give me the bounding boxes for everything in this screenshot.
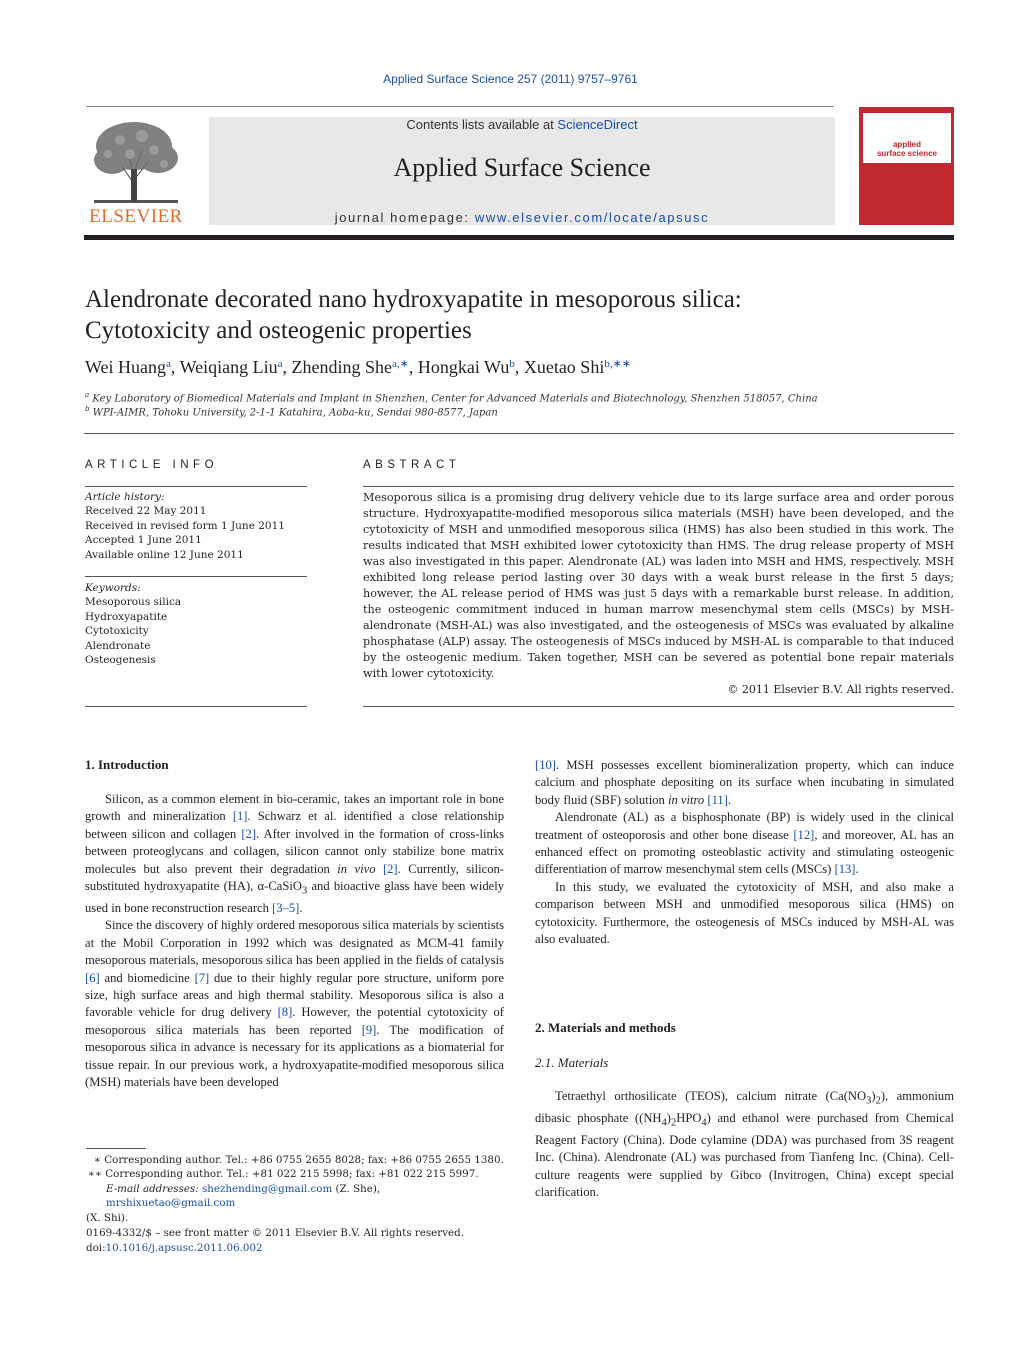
info-rule [85, 486, 307, 487]
citation-ref[interactable]: [9] [361, 1022, 377, 1037]
affiliation-text: Key Laboratory of Biomedical Materials and Implant in Shenzhen, Center for Advanced Materials and Biotechnology, Shenzhen 518057, China [92, 393, 818, 405]
introduction-heading: 1. Introduction [85, 757, 169, 772]
history-received: Received 22 May 2011 [85, 505, 207, 518]
header-thick-rule [84, 235, 954, 240]
front-matter [86, 1226, 506, 1256]
materials-paragraph [535, 1088, 954, 1201]
article-history [85, 490, 307, 562]
contents-prefix: Contents lists available at [406, 117, 558, 132]
author-affil-mark[interactable]: b,∗∗ [604, 358, 632, 370]
email-link[interactable]: shezhending@gmail.com [201, 1182, 333, 1195]
text: . However, the potential cytotoxicity of mesoporous silica materials has been reported [85, 1005, 505, 1037]
text: HPO [676, 1110, 702, 1125]
keyword: Alendronate [85, 639, 151, 652]
author-affil-mark[interactable]: a [277, 358, 283, 370]
footnote-corresponding-1: ∗ Corresponding author. Tel.: +86 0755 2655 8028; fax: +86 0755 2655 1380. [94, 1154, 504, 1166]
author-list: Wei Huang$^a$, Weiqiang Liu$^a$, Zhending She$^{a,∗}$, Hongkai Wu$^b$, Xuetao Shi$^{b,∗∗}$ [85, 357, 632, 377]
author-name[interactable]: Zhending She [291, 357, 393, 377]
citation-ref[interactable]: [3–5] [272, 900, 300, 915]
abstract-heading: ABSTRACT [363, 459, 461, 471]
text: and bioactive glass have been widely used in bone reconstruction research [85, 879, 504, 915]
keywords-heading: Keywords: [85, 582, 141, 594]
keywords-rule [85, 576, 307, 577]
article-title-line2: Cytotoxicity and osteogenic properties [85, 317, 472, 344]
affiliation-mark: a [85, 391, 90, 399]
section-rule [84, 433, 954, 434]
email-owner: (Z. She), [332, 1182, 381, 1195]
text: and biomedicine [99, 970, 195, 985]
author-name[interactable]: Hongkai Wu [417, 357, 510, 377]
subscript: 2 [875, 1095, 881, 1107]
abstract-copyright: © 2011 Elsevier B.V. All rights reserved. [727, 683, 954, 696]
affiliation-mark: b [85, 405, 90, 413]
footnote-rule [86, 1148, 146, 1149]
footnotes [86, 1153, 506, 1225]
journal-title: Applied Surface Science [393, 153, 651, 182]
text: . The modification of mesoporous silica in advance is necessary for its applications as a biomaterial for tissue repair. In our previous work, a hydroxyapatite-modified mesoporous silica (MSH) materials have been developed [85, 1022, 504, 1090]
doi-link[interactable]: 10.1016/j.apsusc.2011.06.002 [105, 1242, 263, 1254]
issn-line: 0169-4332/$ – see front matter © 2011 Elsevier B.V. All rights reserved. [86, 1227, 464, 1239]
history-accepted: Accepted 1 June 2011 [85, 534, 202, 547]
citation-ref[interactable]: [12] [793, 827, 815, 842]
text: , and moreover, AL has an enhanced effect on promoting osteoblastic activity and stimulating osteogenic differentiation of marrow mesenchymal stem cells (MSCs) [535, 827, 954, 877]
text: . [299, 900, 303, 915]
citation-ref[interactable]: [2] [241, 826, 257, 841]
citation-ref[interactable]: [1] [232, 809, 248, 824]
history-online: Available online 12 June 2011 [85, 548, 244, 561]
journal-homepage [209, 210, 835, 225]
text: ) [666, 1110, 671, 1125]
citation-ref[interactable]: [10] [535, 758, 556, 772]
author-affil-mark[interactable]: a [166, 358, 171, 370]
contents-line [209, 117, 835, 132]
citation-ref[interactable]: [2] [382, 861, 398, 876]
subscript: 3 [301, 885, 308, 897]
author-affil-mark[interactable]: a,∗ [392, 358, 409, 370]
header-rule [86, 106, 834, 107]
materials-column [535, 1088, 954, 1201]
italic-text: in vivo [337, 861, 376, 876]
abstract-bottom-rule [363, 706, 954, 707]
author-name[interactable]: Weiqiang Liu [179, 357, 278, 377]
article-title [85, 284, 945, 346]
cover-title-line1: applied [892, 140, 921, 149]
text: Silicon, as a common element in bio-ceramic, takes an important role in bone growth and mineralization [85, 792, 504, 824]
email-owner: (X. Shi). [86, 1211, 129, 1224]
intro-paragraph-3 [535, 809, 954, 879]
text: . Currently, silicon-substituted hydroxyapatite (HA), α-CaSiO [85, 861, 504, 894]
text: . After involved in the formation of cross-links between proteoglycans and collagen, silicon cannot only stabilize bone matrix molecules but also prevent their degradation [85, 826, 504, 876]
journal-citation[interactable]: Applied Surface Science 257 (2011) 9757–9761 [383, 72, 638, 86]
publisher-name: ELSEVIER [89, 206, 183, 227]
intro-paragraph-4: In this study, we evaluated the cytotoxicity of MSH, and also make a comparison between MSH and unmodified mesoporous silica (HMS) on cytotoxicity. Furthermore, the osteogenesis of MSCs induced by MSH-AL was also evaluated. [535, 879, 954, 947]
email-link[interactable]: mrshixuetao@gmail.com [106, 1197, 236, 1210]
text: Tetraethyl orthosilicate (TEOS), calcium nitrate (Ca(NO [555, 1089, 867, 1103]
text: ) [871, 1089, 876, 1103]
affiliation-text: WPI-AIMR, Tohoku University, 2-1-1 Katahira, Aoba-ku, Sendai 980-8577, Japan [92, 407, 498, 419]
email-label: E-mail addresses: [106, 1182, 199, 1195]
homepage-prefix: journal homepage: [334, 210, 475, 225]
text: ), ammonium dibasic phosphate ((NH [535, 1089, 954, 1125]
affiliation [85, 391, 945, 404]
footnote-emails [86, 1182, 506, 1211]
keyword: Osteogenesis [85, 654, 156, 667]
text: . Schwarz et al. identified a close relationship between silicon and collagen [85, 809, 504, 841]
citation-ref[interactable]: [11] [707, 792, 728, 807]
citation-ref[interactable]: [6] [85, 970, 100, 985]
text: Since the discovery of highly ordered mesoporous silica materials by scientists at the Mobil Corporation in 1992 which was designated as MCM-41 family mesoporous materials, mesoporous silica has been applied in the fields of catalysis [85, 918, 504, 968]
author-name[interactable]: Wei Huang [85, 357, 167, 377]
materials-subheading: 2.1. Materials [535, 1055, 609, 1070]
article-info-heading: ARTICLE INFO [85, 459, 219, 471]
homepage-link[interactable]: www.elsevier.com/locate/apsusc [474, 210, 710, 225]
keywords [85, 581, 307, 667]
text: Alendronate (AL) as a bisphosphonate (BP) is widely used in the clinical treatment of osteoporosis and other bone disease [535, 810, 954, 842]
footnote-corresponding-2: ∗∗ Corresponding author. Tel.: +81 022 215 5998; fax: +81 022 215 5997. [88, 1168, 479, 1181]
affiliation [85, 405, 945, 418]
abstract-rule [363, 486, 954, 487]
elsevier-logo [84, 114, 188, 226]
left-column [85, 791, 504, 1091]
history-heading: Article history: [85, 491, 165, 503]
text: due to their highly regular pore structure, uniform pore size, high surface areas and high thermal stability. Mesoporous silica is also a favorable vehicle for drug delivery [85, 970, 504, 1020]
sciencedirect-link[interactable]: ScienceDirect [557, 117, 638, 132]
keyword: Hydroxyapatite [85, 610, 168, 623]
subscript: 2 [670, 1117, 677, 1129]
subscript: 3 [866, 1095, 872, 1107]
text: . [855, 862, 859, 877]
author-affil-mark[interactable]: b [509, 358, 515, 370]
info-bottom-rule [85, 706, 307, 707]
journal-cover-title [863, 140, 951, 158]
history-revised: Received in revised form 1 June 2011 [85, 519, 285, 532]
keyword: Mesoporous silica [85, 596, 182, 609]
citation-ref[interactable]: [7] [194, 970, 210, 985]
subscript: 4 [661, 1117, 667, 1129]
abstract-text: Mesoporous silica is a promising drug delivery vehicle due to its large surface area and order porous structure. Hydroxyapatite-modified mesoporous silica materials (MSH) have been developed, and the cytotoxicity of MSH and unmodified mesoporous silica (HMS) has also been studied in this work. The results indicated that MSH exhibited lower cytotoxicity than HMS. The drug release property of MSH was also investigated in this paper. Alendronate (AL) was laden into MSH and HMS, respectively. MSH exhibited long release period lasting over 30 days with a weak burst release in the first 5 days; however, the AL release period of HMS was just 5 days with a remarkable burst release. In addition, the osteogenic commitment induced in human marrow mesenchymal stem cells (MSCs) by MSH-alendronate (MSH-AL) was also investigated, and the osteogenesis of MSCs was evaluated by alkaline phosphatase (ALP) assay. The osteogenesis of MSCs induced by MSH-AL is comparable to that induced by the osteogenic medium. Taken together, MSH can be severed as potential bone repair materials with lower cytotoxicity. [363, 491, 954, 680]
cover-title-line2: surface science [876, 149, 938, 158]
text: . MSH possesses excellent biomineralization property, which can induce calcium and phosphate depositing on its surface when incubating in simulated body fluid (SBF) solution [535, 758, 954, 807]
doi-line [86, 1241, 506, 1256]
methods-heading: 2. Materials and methods [535, 1020, 676, 1035]
article-title-line1: Alendronate decorated nano hydroxyapatite in mesoporous silica: [85, 286, 742, 313]
doi-prefix: doi: [86, 1242, 106, 1254]
text [376, 862, 383, 876]
italic-text: in vitro [667, 792, 705, 807]
intro-paragraph-1 [85, 791, 504, 917]
intro-paragraph-2-continued [535, 757, 954, 809]
subscript: 4 [701, 1117, 707, 1129]
intro-paragraph-2 [85, 917, 504, 1091]
text: ) and ethanol were purchased from Chemical Reagent Factory (China). Dode cylamine (DDA) was purchased from 3S reagent Inc. (China). Alendronate (AL) was purchased from Tianfeng Inc. (China). Cell-culture reagents were supplied by Gibco (Invitrogen, China) except special clarification. [535, 1110, 954, 1200]
keyword: Cytotoxicity [85, 625, 149, 638]
text: . [727, 792, 732, 807]
right-column [535, 757, 954, 948]
citation-ref[interactable]: [13] [834, 862, 856, 877]
citation-ref[interactable]: [8] [277, 1005, 293, 1020]
author-name[interactable]: Xuetao Shi [523, 357, 605, 377]
